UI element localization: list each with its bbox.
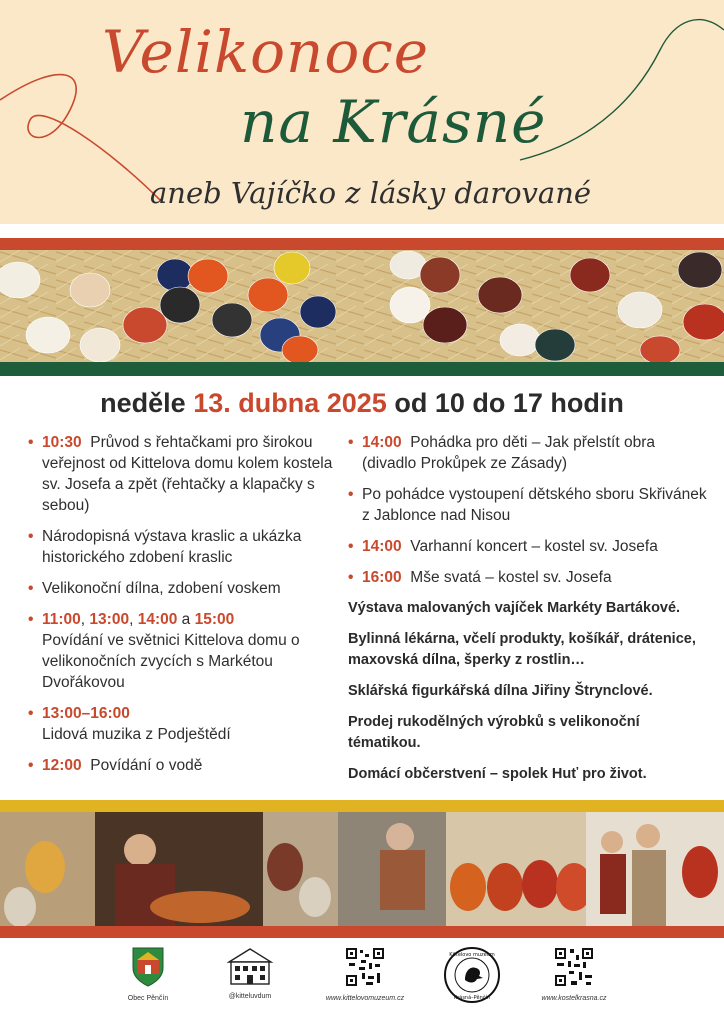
- program-right-column: [348, 432, 708, 795]
- logo-caption: www.kittelovomuzeum.cz: [325, 995, 405, 1002]
- info-line: Sklářská figurkářská dílna Jiřiny Štrynclové.: [348, 683, 653, 699]
- program-item: [28, 432, 338, 516]
- program-time: 11:00: [42, 611, 81, 628]
- logo-caption: @kitteluvdum: [228, 993, 272, 1000]
- program-text: Velikonoční dílna, zdobení voskem: [42, 580, 281, 597]
- subtitle: aneb Vajíčko z lásky darované: [150, 176, 592, 210]
- program-item: • 11:00, 13:00, 14:00 a 15:00 Povídání ve světnici Kittelova domu o velikonočních zvycích s Markétou Dvořákovou: [28, 611, 300, 691]
- qr-code-icon: [553, 946, 595, 988]
- bullet-icon: •: [28, 528, 34, 545]
- museum-seal-icon: [443, 946, 501, 1004]
- program-time: 12:00: [42, 757, 82, 774]
- date-highlight: 13. dubna 2025: [193, 388, 387, 418]
- house-icon: [225, 946, 275, 986]
- connector-and: a: [181, 611, 191, 628]
- yellow-band: [0, 800, 724, 812]
- bullet-icon: •: [348, 434, 354, 451]
- program-left-column: [28, 432, 338, 786]
- program-time: 10:30: [42, 434, 82, 451]
- info-line: Výstava malovaných vajíček Markéty Bartákové.: [348, 600, 681, 616]
- program-item: [28, 703, 338, 745]
- easter-eggs-photo: [0, 250, 724, 362]
- date-hours: od 10 do 17 hodin: [394, 388, 624, 418]
- program-text: Po pohádce vystoupení dětského sboru Skřivánek z Jablonce nad Nisou: [362, 486, 707, 524]
- program-time: 14:00: [137, 611, 178, 628]
- date-prefix: neděle: [100, 388, 186, 418]
- svg-text:Kittelovo muzeum: Kittelovo muzeum: [449, 952, 495, 958]
- bullet-icon: •: [28, 580, 34, 597]
- program-time: 13:00: [89, 611, 130, 628]
- title-line-1: Velikonoce: [102, 18, 430, 86]
- program-text: Pohádka pro děti – Jak přelstít obra (divadlo Prokůpek ze Zásady): [362, 434, 655, 472]
- program-item: [348, 484, 708, 526]
- program-item: [348, 567, 708, 588]
- workshop-photos: [0, 812, 724, 926]
- kittel-museum-seal: [440, 946, 504, 1008]
- title-line-2: na Krásné: [240, 88, 547, 156]
- program-item: [28, 578, 338, 599]
- event-date: [0, 388, 724, 419]
- kittel-house-logo[interactable]: [212, 946, 288, 1000]
- bullet-icon: •: [28, 434, 34, 451]
- easter-eggs-illustration: [0, 250, 724, 362]
- green-band: [0, 362, 724, 376]
- program-text: Lidová muzika z Podještědí: [42, 726, 231, 743]
- coat-of-arms-icon: [131, 946, 165, 988]
- qr-code-icon: [344, 946, 386, 988]
- program-text: Povídání ve světnici Kittelova domu o velikonočních zvycích s Markétou Dvořákovou: [42, 632, 300, 691]
- bullet-icon: •: [28, 611, 34, 628]
- bullet-icon: •: [348, 569, 354, 586]
- program-time: 14:00: [362, 538, 402, 555]
- program-item: [28, 526, 338, 568]
- logo-caption: Obec Pěnčín: [127, 995, 169, 1002]
- header: [0, 0, 724, 224]
- program-item: [348, 536, 708, 557]
- program-text: Národopisná výstava kraslic a ukázka historického zdobení kraslic: [42, 528, 302, 566]
- program-time: 14:00: [362, 434, 402, 451]
- program-time: 13:00–16:00: [42, 705, 130, 722]
- workshop-photos-illustration: [0, 812, 724, 926]
- program-text: Povídání o vodě: [90, 757, 203, 774]
- kostel-krasna-qr[interactable]: [528, 946, 620, 1002]
- info-line: Domácí občerstvení – spolek Huť pro život.: [348, 766, 647, 782]
- program-text: Varhanní koncert – kostel sv. Josefa: [410, 538, 658, 555]
- bullet-icon: •: [28, 705, 34, 722]
- program-time: 16:00: [362, 569, 402, 586]
- bullet-icon: •: [348, 538, 354, 555]
- program-item: [28, 755, 338, 776]
- program-text: Průvod s řehtačkami pro širokou veřejnost od Kittelova domu kolem kostela sv. Josefa a zpět (řehtačky a klapačky s sebou): [42, 434, 333, 514]
- bullet-icon: •: [28, 757, 34, 774]
- logo-caption: www.kostelkrasna.cz: [541, 995, 607, 1002]
- program-text: Mše svatá – kostel sv. Josefa: [410, 569, 612, 586]
- footer: [0, 946, 724, 1024]
- kittel-museum-qr[interactable]: [312, 946, 418, 1002]
- info-line: Bylinná lékárna, včelí produkty, košíkář, drátenice, maxovská dílna, šperky z rostlin…: [348, 631, 696, 668]
- info-line: Prodej rukodělných výrobků s velikonoční tématikou.: [348, 714, 640, 751]
- svg-text:Krásná–Pěnčín: Krásná–Pěnčín: [453, 995, 491, 1001]
- program-item: [348, 432, 708, 474]
- program-time: 15:00: [194, 611, 235, 628]
- obec-pencin-logo: [118, 946, 178, 1002]
- red-band-bottom: [0, 926, 724, 938]
- bullet-icon: •: [348, 486, 354, 503]
- red-band: [0, 238, 724, 250]
